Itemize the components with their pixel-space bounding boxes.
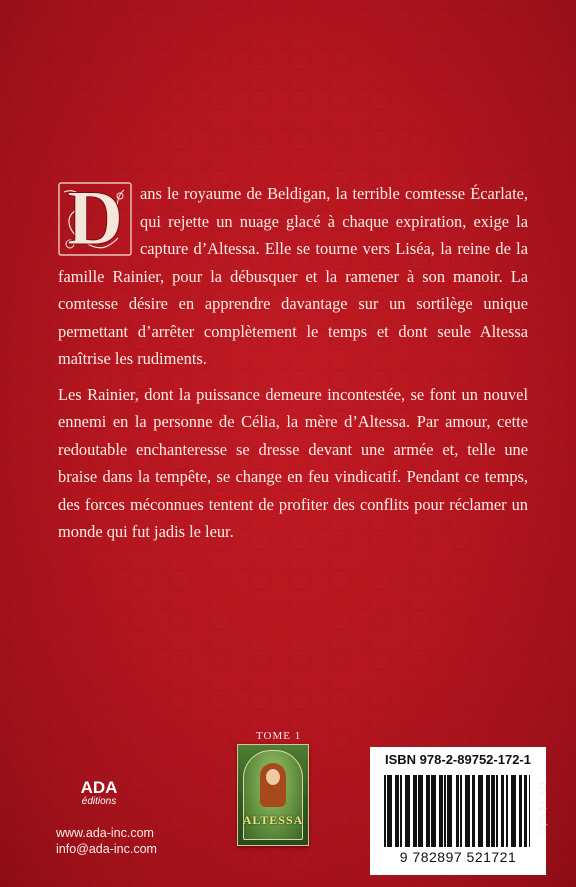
ornamental-dropcap xyxy=(58,182,132,256)
tome-label: TOME 1 xyxy=(256,730,302,742)
isbn-label: ISBN 978-2-89752-172-1 xyxy=(385,752,531,767)
ada-editions-logo xyxy=(74,779,124,807)
back-cover-blurb xyxy=(58,180,528,554)
blurb-paragraph-2: Les Rainier, dont la puissance demeure incontestée, se font un nouvel ennemi en la personne de Célia, la mère d’Altessa. Par amour, cette redoutable enchanteresse se dresse devant une armée et, telle une braise dans la tempête, se change en feu vindicatif. Pendant ce temps, des forces méconnues tentent de profiter des conflits pour réclamer un monde qui fut jadis le leur. xyxy=(58,384,528,541)
thumbnail-title: ALTESSA xyxy=(242,813,304,827)
price-label: 12,95 $ CAD xyxy=(538,782,549,836)
tome-1-cover-thumbnail xyxy=(237,744,309,846)
isbn-barcode-box xyxy=(370,747,546,875)
publisher-email: info@ada-inc.com xyxy=(56,842,157,856)
barcode-digits: 9 782897 521721 xyxy=(399,849,517,865)
blurb-paragraph-1-text: ans le royaume de Beldigan, la terrible comtesse Écarlate, qui rejette un nuage glacé à chaque expiration, exige la capture d’Altessa. Elle se tourne vers Liséa, la reine de la famille Rainier, pour la débusquer et la ramener à son manoir. La comtesse désire en apprendre davantage sur un sortilège unique permettant d’arrêter complètement le temps et dont seule Altessa maîtrise les rudiments. xyxy=(58,184,528,368)
publisher-contact xyxy=(56,825,157,857)
logo-subtitle: éditions xyxy=(81,796,117,807)
dropcap-letter: D xyxy=(66,182,124,256)
barcode xyxy=(384,775,534,847)
barcode-bar xyxy=(530,775,533,847)
blurb-paragraph-1 xyxy=(58,180,528,373)
logo-word: ADA xyxy=(80,778,118,797)
publisher-website: www.ada-inc.com xyxy=(56,826,154,840)
thumbnail-figure-face xyxy=(266,769,280,785)
